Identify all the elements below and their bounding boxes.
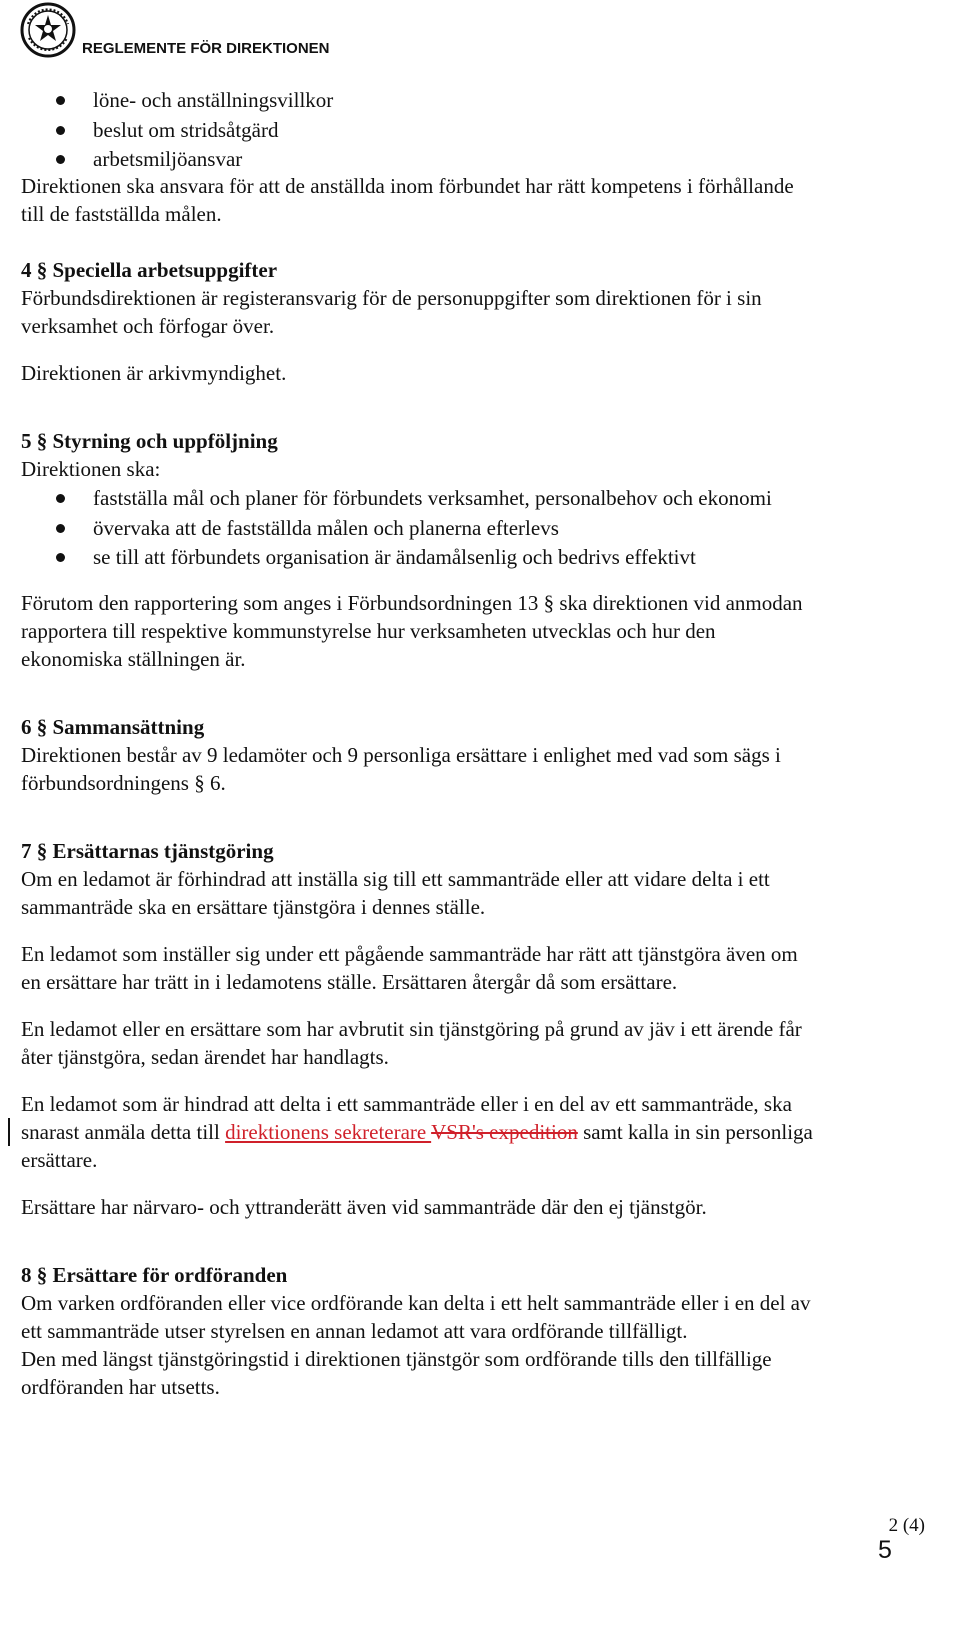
section-7-paragraph-5: Ersättare har närvaro- och yttranderätt även vid sammanträde där den ej tjänstgör. xyxy=(21,1194,707,1219)
bullet-icon xyxy=(56,553,65,562)
section-6-paragraph: Direktionen består av 9 ledamöter och 9 personliga ersättare i enlighet med vad som sägs i förbundsordningens § 6. xyxy=(21,742,781,795)
section-5-paragraph: Förutom den rapportering som anges i Förbundsordningen 13 § ska direktionen vid anmodan rapportera till respektive kommunstyrelse hur verksamheten utvecklas och hur den ekonomiska ställningen är. xyxy=(21,590,803,671)
bullet-icon xyxy=(56,494,65,503)
section-7-paragraph-4: En ledamot som är hindrad att delta i ett sammanträde eller i en del av ett sammanträde, ska snarast anmäla detta till direktionens sekreterare VSR's expedition samt kalla in sin personliga ersättare. xyxy=(21,1091,813,1172)
section-7-heading: 7 § Ersättarnas tjänstgöring xyxy=(21,838,274,863)
bullet-icon xyxy=(56,96,65,105)
bullet-icon xyxy=(56,126,65,135)
intro-paragraph: Direktionen ska ansvara för att de anställda inom förbundet har rätt kompetens i förhållande till de fastställda målen. xyxy=(21,174,794,226)
bullet-icon xyxy=(56,155,65,164)
list-item: se till att förbundets organisation är ändamålsenlig och bedrivs effektivt xyxy=(21,543,936,573)
section-7-paragraph-4-wrapper xyxy=(21,1090,936,1174)
deleted-text: VSR's expedition xyxy=(431,1119,578,1144)
section-7-paragraph-3: En ledamot eller en ersättare som har avbrutit sin tjänstgöring på grund av jäv i ett ärende får åter tjänstgöra, sedan ärendet har handlagts. xyxy=(21,1016,802,1069)
page-number: 2 (4) xyxy=(888,1515,925,1536)
header-title: REGLEMENTE FÖR DIREKTIONEN xyxy=(82,40,330,57)
change-bar xyxy=(8,1118,10,1146)
document-body xyxy=(21,86,936,1401)
fire-brigade-seal-icon xyxy=(20,2,76,58)
section-7-paragraph-2: En ledamot som inställer sig under ett pågående sammanträde har rätt att tjänstgöra även om en ersättare har trätt in i ledamotens ställe. Ersättaren återgår då som ersättare. xyxy=(21,941,798,994)
section-4-paragraph: Förbundsdirektionen är registeransvarig för de personuppgifter som direktionen för i sin verksamhet och förfogar över. xyxy=(21,286,762,338)
section-8-heading: 8 § Ersättare för ordföranden xyxy=(21,1262,288,1287)
section-7-paragraph-1: Om en ledamot är förhindrad att inställa sig till ett sammanträde eller att vidare delta i ett sammanträde ska en ersättare tjänstgöra i dennes ställe. xyxy=(21,866,770,919)
section-5-lead: Direktionen ska: xyxy=(21,457,161,481)
section-4-heading: 4 § Speciella arbetsuppgifter xyxy=(21,258,278,282)
section-5-heading: 5 § Styrning och uppföljning xyxy=(21,429,278,453)
list-item: beslut om stridsåtgärd xyxy=(21,116,936,146)
section-4-archive-paragraph: Direktionen är arkivmyndighet. xyxy=(21,361,287,385)
list-item: övervaka att de fastställda målen och planerna efterlevs xyxy=(21,514,936,544)
list-item: fastställa mål och planer för förbundets verksamhet, personalbehov och ekonomi xyxy=(21,484,936,514)
bullet-icon xyxy=(56,524,65,533)
section-6-heading: 6 § Sammansättning xyxy=(21,714,205,739)
list-item: arbetsmiljöansvar xyxy=(21,145,936,172)
section-5-bullet-list xyxy=(21,484,936,573)
inserted-text: direktionens sekreterare xyxy=(225,1119,432,1144)
footer-number: 5 xyxy=(878,1536,892,1564)
section-8-paragraph: Om varken ordföranden eller vice ordförande kan delta i ett helt sammanträde eller i en del av ett sammanträde utser styrelsen en annan ledamot att vara ordförande tillfälligt. Den med längst tjänstgöringstid i direktionen tjänstgör som ordförande tills den tillfällige ordföranden har utsetts. xyxy=(21,1290,811,1399)
top-bullet-list xyxy=(21,86,936,172)
list-item: löne- och anställningsvillkor xyxy=(21,86,936,116)
